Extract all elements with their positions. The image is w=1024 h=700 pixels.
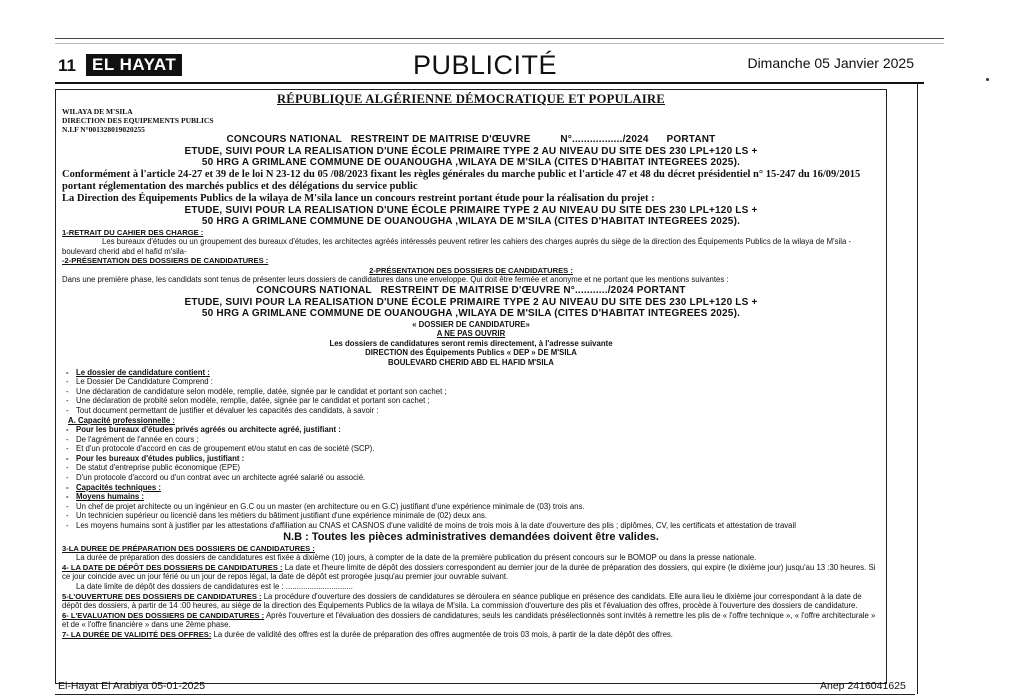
direction-announcement: La Direction des Équipements Publics de la wilaya de M'sila lance un concours restreint portant étude pour la réalisation du projet : [62,192,655,204]
section-2-text: Dans une première phase, les candidats sont tenus de présenter leurs dossiers de candidatures dans une enveloppe. Qui doit être fermée et anonyme et ne portant que les mentions suivantes : [62,275,729,285]
list-item: - Un chef de projet architecte ou un ingénieur en G.C ou un master (en architecture ou en G.C) justifiant d'une expérience minimale de (03) trois ans. [62,502,880,512]
page-header [58,52,918,78]
top-rule [55,38,944,39]
footer-rule [55,694,915,695]
footer-anep-number: Anep 2416041625 [820,680,906,692]
section-2-title: -2-PRÉSENTATION DES DOSSIERS DE CANDIDATURES : [62,256,269,266]
section-5-text: La procédure d'ouverture des dossiers de candidatures se déroulera en séance publique en présence des candidats. Elle aura lieu le dixième jour correspondant à la date de dépôt des dossiers, à partir de 14 :00 heures, au siège de la direction des Équipements Publics de la wilaya de M'sila. La commission d'ouverture des plis et l'évaluation des offres, procède à l'ouverture des dossiers de candidature. [62,591,862,611]
section-5-paragraph [62,592,880,611]
page-number: 11 [58,56,76,75]
concours-line: CONCOURS NATIONAL RESTREINT DE MAITRISE D'ŒUVRE N°................./2024 PORTANT [226,134,716,145]
newspaper-logo: EL HAYAT [86,54,182,76]
list-item: - Une déclaration de probité selon modèle, remplie, datée, signée par le candidat et portant son cachet ; [62,396,880,406]
scan-dot [986,78,989,81]
section-4-paragraph [62,563,880,582]
section-1-title: 1-RETRAIT DU CAHIER DES CHARGE : [62,227,204,237]
list-item: - Moyens humains : [62,492,880,502]
header-divider [55,82,924,84]
right-column-rule [917,84,918,694]
section-3-text: La durée de préparation des dossiers de candidatures est fixée à dixième (10) jours, à compter de la date de la première publication du présent concours sur le BOMOP ou dans la presse nationale. [76,553,757,563]
list-item: - Une déclaration de candidature selon modèle, remplie, datée, signée par le candidat et portant son cachet ; [62,387,880,397]
wilaya-name: WILAYA DE M'SILA [62,107,133,116]
dossier-contents-heading: - Le dossier de candidature contient : [62,368,880,378]
section-4-limit: La date limite de dépôt des dossiers de candidatures est le : ............................... [76,582,353,591]
nb-notice: N.B : Toutes les pièces administratives demandées doivent être valides. [283,530,659,543]
section-title: PUBLICITÉ [413,50,558,80]
list-item: - Et d'un protocole d'accord en cas de groupement et/ou statut en cas de société (SCP). [62,444,880,454]
section-5-title: 5-L'OUVERTURE DES DOSSIERS DE CANDIDATURES : [62,591,262,601]
capacity-professional-heading: A. Capacité professionnelle : [68,415,176,425]
issue-date: Dimanche 05 Janvier 2025 [747,55,914,71]
concours-line-2: CONCOURS NATIONAL RESTREINT DE MAITRISE D'ŒUVRE N°.........../2024 PORTANT [256,285,686,297]
legal-reference: Conformément à l'article 24-27 et 39 de le loi N 23-12 du 05 /08/2023 fixant les règles générales du marche public et l'article 47 et 48 du décret présidentiel n° 15-247 du 16/09/2015 portant réglementation des marchés publics et des délégations du service public [62,168,861,192]
section-7-title: 7- LA DURÉE DE VALIDITÉ DES OFFRES: [62,629,212,639]
submission-address-intro: Les dossiers de candidatures seront remis directement, à l'adresse suivante [329,338,613,348]
project-line-2: 50 HRG A GRIMLANE COMMUNE DE OUANOUGHA ,WILAYA DE M'SILA (CITES D'HABITAT INTEGREES 2025). [201,157,741,168]
republic-title: RÉPUBLIQUE ALGÉRIENNE DÉMOCRATIQUE ET POPULAIRE [276,92,665,106]
section-6-text: Après l'ouverture et l'évaluation des dossiers de candidatures, seuls les candidats présélectionnés sont invités à remettre les plis de « l'offre technique », « l'offre architecturale » et de « l'offre financière » dans une 2ème phase. [62,610,876,630]
list-item: - D'un protocole d'accord ou d'un contrat avec un architecte agréé salarié ou associé. [62,473,880,483]
section-4-text: La date et l'heure limite de dépôt des dossiers correspondent au dernier jour de la durée de préparation des dossiers, qui expire (le dixième jour) jusqu'au 13 :30 heures. Si ce jour coincide avec un jour férié ou un jour de repos légal, la date de dépôt est prorogée jusqu'au premier jour ouvrable suivant. [62,562,876,582]
list-item: - De l'agrément de l'année en cours ; [62,435,880,445]
submission-direction: DIRECTION des Équipements Publics « DEP » DE M'SILA [365,348,577,358]
do-not-open-label: A NE PAS OUVRIR [436,329,506,339]
list-item: - Tout document permettant de justifier et dévaluer les capacités des candidats, à savoir : [62,406,880,416]
project-line-4: 50 HRG A GRIMLANE COMMUNE DE OUANOUGHA ,WILAYA DE M'SILA (CITES D'HABITAT INTEGREES 2025). [201,216,741,227]
project-line-5: ETUDE, SUIVI POUR LA REALISATION D'UNE ÉCOLE PRIMAIRE TYPE 2 AU NIVEAU DU SITE DES 230 LPL+120 LS + [184,296,758,308]
section-6-title: 6- L'EVALUATION DES DOSSIERS DE CANDIDATURES : [62,610,265,620]
nif-number: N.I.F N°001328019020255 [62,125,145,134]
section-7-text: La durée de validité des offres est la durée de préparation des offres augmentée de trois 03 mois, à partir de la date dépôt des offres. [213,629,673,639]
section-7-paragraph [62,630,880,640]
section-3-title: 3-LA DUREE DE PRÉPARATION DES DOSSIERS DE CANDIDATURES : [62,543,315,553]
project-line-1: ETUDE, SUIVI POUR LA REALISATION D'UNE ÉCOLE PRIMAIRE TYPE 2 AU NIVEAU DU SITE DES 230 LPL+120 LS + [184,145,758,157]
direction-name: DIRECTION DES EQUIPEMENTS PUBLICS [62,116,214,125]
list-item: - Capacités techniques : [62,483,880,493]
top-rule-secondary [55,43,944,44]
section-1-text: Les bureaux d'études ou un groupement des bureaux d'études, les architectes agréés intéressés peuvent retirer les cahiers des charges auprès du siège de la direction des Équipements Publics de la wilaya de M'sila - boulevard cherid abd el hafid m'sila- [62,237,852,256]
list-item: - Pour les bureaux d'études privés agréés ou architecte agréé, justifiant : [62,425,880,435]
dossier-candidature-label: « DOSSIER DE CANDIDATURE» [412,319,530,329]
section-4-title: 4- LA DATE DE DÉPÔT DES DOSSIERS DE CANDIDATURES : [62,562,283,572]
footer-paper-date: El-Hayat El Arabiya 05-01-2025 [58,680,206,692]
list-item: - Le Dossier De Candidature Comprend : [62,377,880,387]
list-item: - Les moyens humains sont à justifier par les attestations d'affiliation au CNAS et CASNOS d'une validité de moins de trois mois à la date d'ouverture des plis ; diplômes, CV, les certificats et attestation de travail [62,521,880,531]
submission-boulevard: BOULEVARD CHERID ABD EL HAFID M'SILA [388,357,554,367]
project-line-6: 50 HRG A GRIMLANE COMMUNE DE OUANOUGHA ,WILAYA DE M'SILA (CITES D'HABITAT INTEGREES 2025). [201,308,741,320]
list-item: - Pour les bureaux d'études publics, justifiant : [62,454,880,464]
tender-advertisement [55,89,887,684]
list-item: - De statut d'entreprise public économique (EPE) [62,463,880,473]
list-item: - Un technicien supérieur ou licencié dans les métiers du bâtiment justifiant d'une expérience minimale de (02) deux ans. [62,511,880,521]
section-6-paragraph [62,611,880,630]
project-line-3: ETUDE, SUIVI POUR LA REALISATION D'UNE ÉCOLE PRIMAIRE TYPE 2 AU NIVEAU DU SITE DES 230 LPL+120 LS + [184,204,758,216]
section-2b-title: 2-PRÉSENTATION DES DOSSIERS DE CANDIDATURES : [369,265,573,275]
